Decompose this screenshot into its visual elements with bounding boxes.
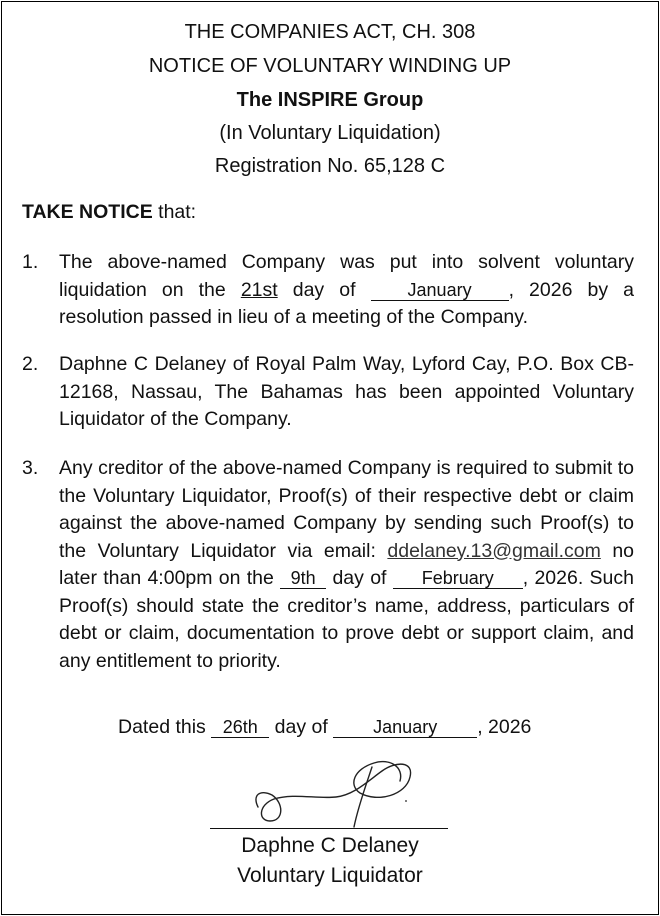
act-title: THE COMPANIES ACT, CH. 308 (184, 21, 476, 43)
notice-title: NOTICE OF VOLUNTARY WINDING UP (148, 55, 512, 77)
dated-month: January (333, 717, 477, 738)
notice-item-2 (22, 351, 634, 434)
signatory-title: Voluntary Liquidator (237, 864, 423, 887)
signatory-name: Daphne C Delaney (241, 834, 419, 857)
handwritten-signature (250, 755, 420, 830)
liquidation-status: (In Voluntary Liquidation) (219, 122, 441, 144)
liquidator-appointment: Daphne C Delaney of Royal Palm Way, Lyford Cay, P.O. Box CB-12168, Nassau, The Bahamas has been appointed Voluntary Liquidator of the Company. (59, 353, 634, 430)
notice-item-1: 1. The above-named Company was put into solvent voluntary liquidation on the 21st day of January , 2026 by a resolution passed in lieu of a meeting of the Company. (22, 251, 634, 328)
deadline-day: 9th (280, 568, 326, 589)
item-number: 2. (22, 353, 39, 375)
liquidator-email-link[interactable]: ddelaney.13@gmail.com (387, 539, 601, 562)
notice-item-3: 3. Any creditor of the above-named Company is required to submit to the Voluntary Liquidator, Proof(s) of their respective debt or claim against the above-named Company by sending such Proof(s) to the Voluntary Liquidator via email: ddelaney.13@gmail.com no later than 4:00pm on the 9th day of February , 2026. Such Proof(s) should state the creditor’s name, address, particulars of debt or claim, documentation to prove debt or support claim, and any entitlement to priority. (22, 457, 635, 672)
take-notice-bold: TAKE NOTICE (22, 201, 153, 223)
dated-line: Dated this 26th day of January , 2026 (118, 716, 532, 738)
registration-number: Registration No. 65,128 C (214, 155, 446, 177)
dated-day: 26th (211, 717, 269, 738)
item-number: 1. (22, 251, 39, 273)
liquidation-month: January (371, 280, 509, 301)
item-number: 3. (22, 457, 39, 479)
liquidation-day: 21st (240, 278, 278, 301)
company-name: The INSPIRE Group (236, 89, 424, 111)
take-notice-rest: that: (152, 201, 197, 223)
take-notice (22, 201, 196, 224)
deadline-month: February (393, 568, 523, 589)
signature-line (210, 828, 448, 829)
